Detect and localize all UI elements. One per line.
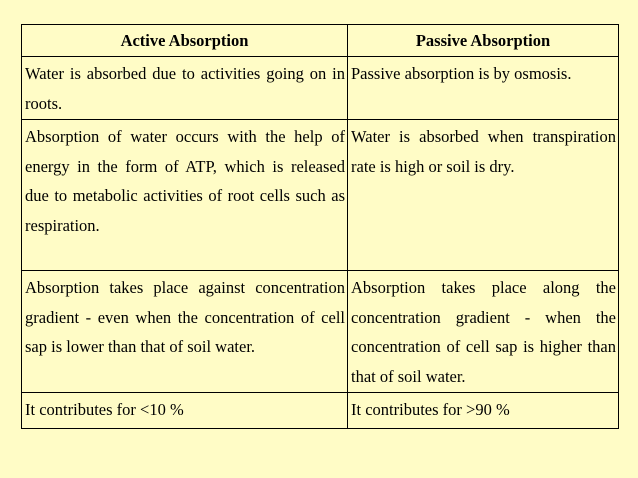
cell-active-gradient: Absorption takes place against concentration gradient - even when the concentration of cell sap is lower than that of soil water. xyxy=(22,271,348,393)
cell-passive-condition: Water is absorbed when transpiration rate is high or soil is dry. xyxy=(348,120,619,271)
table-row xyxy=(22,57,619,120)
table-header-row xyxy=(22,25,619,57)
table-row xyxy=(22,271,619,393)
cell-active-contribution: It contributes for <10 % xyxy=(22,393,348,429)
absorption-comparison-table xyxy=(21,24,619,429)
table-row xyxy=(22,120,619,271)
cell-passive-contribution: It contributes for >90 % xyxy=(348,393,619,429)
cell-active-mechanism: Water is absorbed due to activities going on in roots. xyxy=(22,57,348,120)
header-active-absorption: Active Absorption xyxy=(22,25,348,57)
header-passive-absorption: Passive Absorption xyxy=(348,25,619,57)
cell-passive-mechanism: Passive absorption is by osmosis. xyxy=(348,57,619,120)
comparison-table-container xyxy=(21,24,619,429)
table-row xyxy=(22,393,619,429)
cell-passive-gradient: Absorption takes place along the concentration gradient - when the concentration of cell sap is higher than that of soil water. xyxy=(348,271,619,393)
cell-active-energy: Absorption of water occurs with the help of energy in the form of ATP, which is released due to metabolic activities of root cells such as respiration. xyxy=(22,120,348,271)
